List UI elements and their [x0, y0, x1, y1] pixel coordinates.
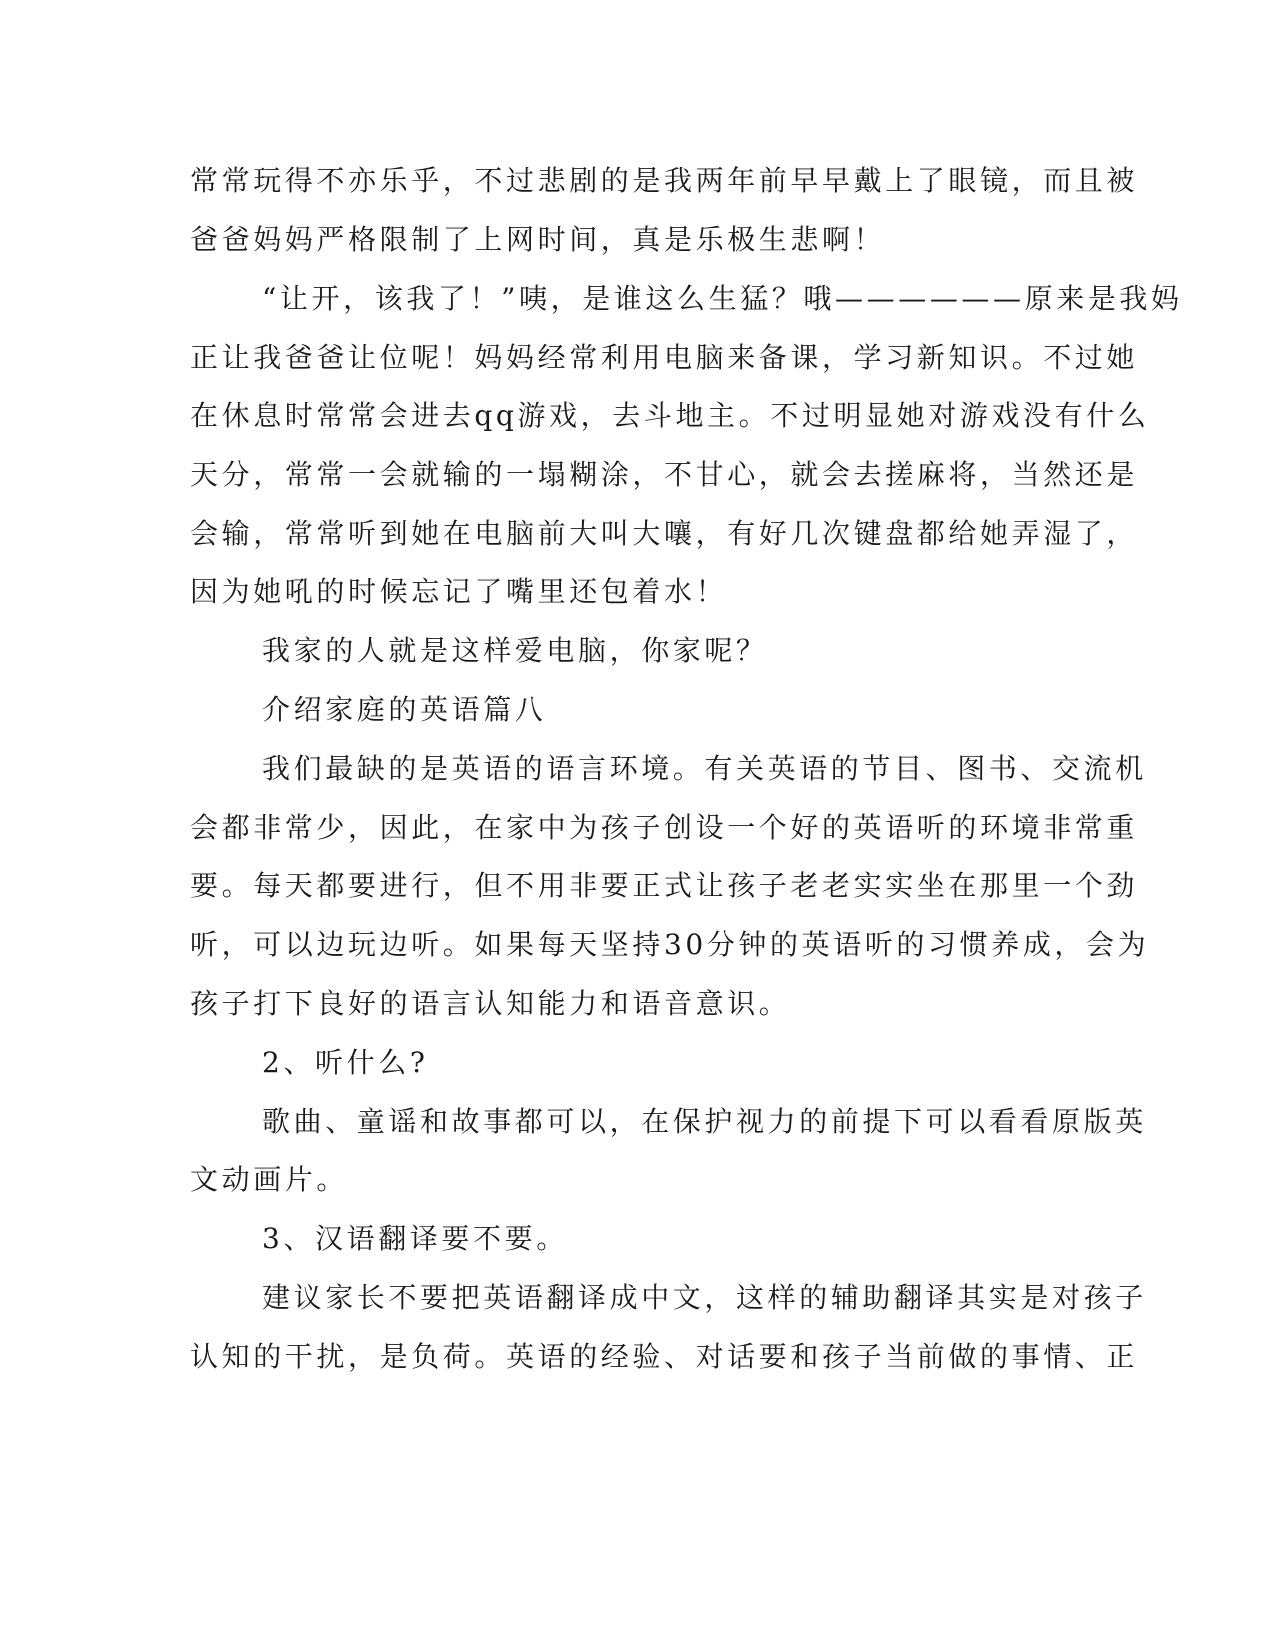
- text-line: 常常玩得不亦乐乎，不过悲剧的是我两年前早早戴上了眼镜，而且被: [190, 164, 1139, 197]
- list-heading: 3、汉语翻译要不要。: [262, 1222, 568, 1255]
- text-line: 歌曲、童谣和故事都可以，在保护视力的前提下可以看看原版英: [262, 1105, 1147, 1138]
- text-line: 会都非常少，因此，在家中为孩子创设一个好的英语听的环境非常重: [190, 811, 1139, 844]
- text-line: 要。每天都要进行，但不用非要正式让孩子老老实实坐在那里一个劲: [190, 869, 1139, 902]
- text-line: 天分，常常一会就输的一塌糊涂，不甘心，就会去搓麻将，当然还是: [190, 458, 1139, 491]
- text-line: 我家的人就是这样爱电脑，你家呢？: [262, 634, 768, 667]
- section-heading: 介绍家庭的英语篇八: [262, 693, 547, 726]
- text-line: 认知的干扰，是负荷。英语的经验、对话要和孩子当前做的事情、正: [190, 1340, 1139, 1373]
- text-line: 建议家长不要把英语翻译成中文，这样的辅助翻译其实是对孩子: [262, 1281, 1147, 1314]
- text-line: 会输，常常听到她在电脑前大叫大嚷，有好几次键盘都给她弄湿了，: [190, 517, 1139, 550]
- text-line: 文动画片。: [190, 1163, 349, 1196]
- text-line: 在休息时常常会进去qq游戏，去斗地主。不过明显她对游戏没有什么: [190, 399, 1150, 432]
- text-line: 我们最缺的是英语的语言环境。有关英语的节目、图书、交流机: [262, 752, 1147, 785]
- text-line: 孩子打下良好的语言认知能力和语音意识。: [190, 987, 791, 1020]
- list-heading: 2、听什么?: [262, 1046, 429, 1079]
- text-line: 听，可以边玩边听。如果每天坚持30分钟的英语听的习惯养成，会为: [190, 928, 1150, 961]
- text-line: 因为她吼的时候忘记了嘴里还包着水！: [190, 575, 728, 608]
- text-line: “让开，该我了！”咦，是谁这么生猛？哦——————原来是我妈: [262, 282, 1183, 315]
- text-line: 正让我爸爸让位呢！妈妈经常利用电脑来备课，学习新知识。不过她: [190, 341, 1139, 374]
- text-line: 爸爸妈妈严格限制了上网时间，真是乐极生悲啊！: [190, 223, 886, 256]
